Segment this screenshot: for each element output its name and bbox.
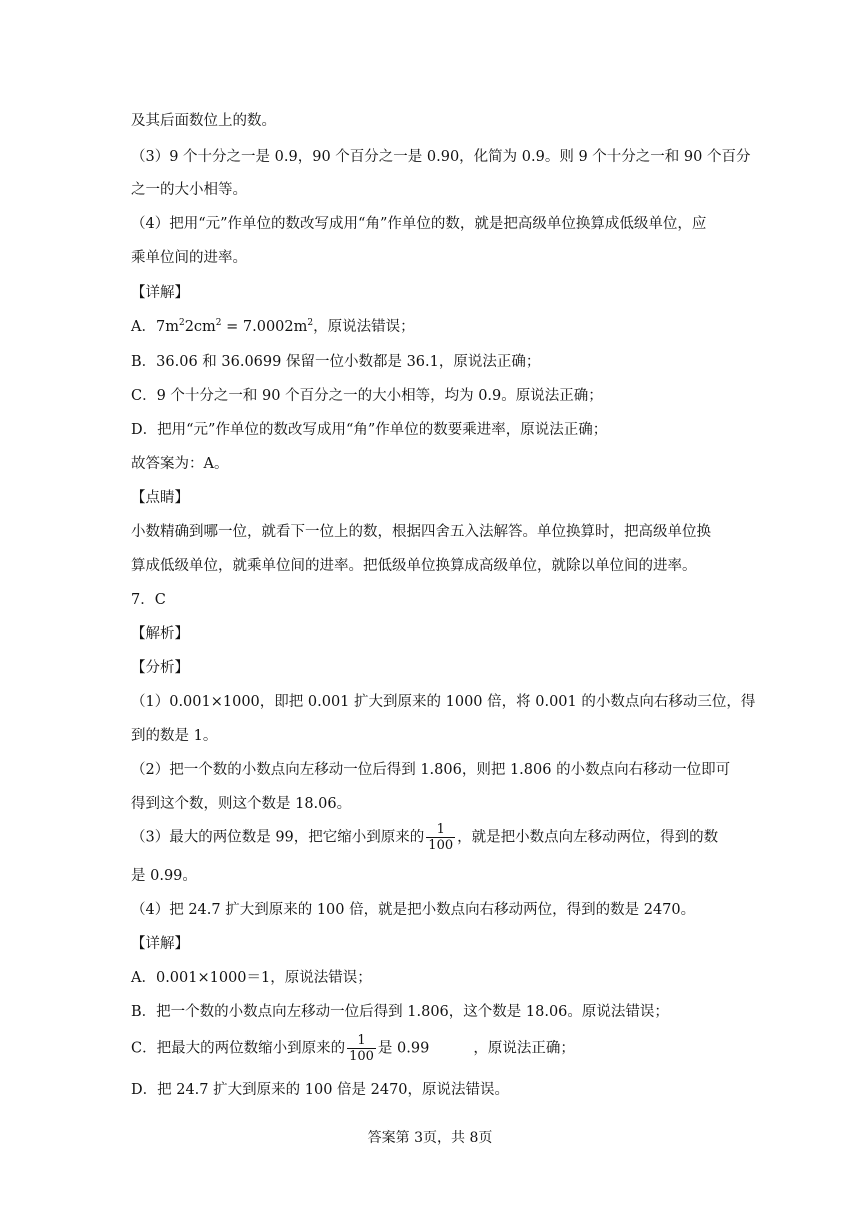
text-line: （4）把 24.7 扩大到原来的 100 倍，就是把小数点向右移动两位，得到的数是 2470。 (131, 902, 696, 918)
fraction-denominator: 100 (428, 838, 454, 853)
text: ，就是把小数点向左移动两位，得到的数 (457, 829, 719, 846)
text-line: 得到这个数，则这个数是 18.06。 (131, 796, 352, 812)
text-line: （1）0.001×1000，即把 0.001 扩大到原来的 1000 倍，将 0.001 的小数点向右移动三位，得 (131, 694, 756, 710)
text-line: B．36.06 和 36.0699 保留一位小数都是 36.1，原说法正确； (131, 354, 541, 370)
section-heading: 【详解】 (131, 285, 189, 301)
text-line: （3）9 个十分之一是 0.9，90 个百分之一是 0.90，化简为 0.9。则 9 个十分之一和 90 个百分 (131, 149, 751, 165)
text-line: C．9 个十分之一和 90 个百分之一的大小相等，均为 0.9。原说法正确； (131, 388, 603, 404)
fraction-denominator: 100 (349, 1049, 374, 1064)
page-footer: 答案第 3页，共 8页 (367, 1130, 493, 1146)
text-line: D．把用“元”作单位的数改写成用“角”作单位的数要乘进率，原说法正确； (131, 422, 608, 438)
section-heading: 【点睛】 (131, 490, 189, 506)
text: ，原说法正确； (473, 1040, 575, 1057)
text: A．7m (131, 319, 179, 335)
formula-line (131, 317, 415, 337)
superscript: 2 (178, 318, 185, 328)
text-line: 及其后面数位上的数。 (131, 113, 276, 129)
text-line: （2）把一个数的小数点向左移动一位后得到 1.806，则把 1.806 的小数点向右移动一位即可 (131, 762, 731, 778)
text-line: 小数精确到哪一位，就看下一位上的数，根据四舍五入法解答。单位换算时，把高级单位换 (131, 524, 711, 540)
section-heading: 【解析】 (131, 626, 189, 642)
fraction-numerator: 1 (357, 1033, 366, 1048)
text-line: B．把一个数的小数点向左移动一位后得到 1.806，这个数是 18.06。原说法错误； (131, 1004, 669, 1020)
text-line: D．把 24.7 扩大到原来的 100 倍是 2470，原说法错误。 (131, 1082, 510, 1098)
text: 是 0.99 (377, 1040, 430, 1057)
text-line: 之一的大小相等。 (131, 182, 247, 198)
text: 2cm (184, 319, 216, 335)
answer-number: 7．C (131, 592, 166, 608)
text: = 7.0002m (221, 319, 308, 335)
text-line: 故答案为：A。 (131, 456, 229, 472)
fraction-numerator: 1 (436, 822, 445, 837)
superscript: 2 (215, 318, 222, 328)
text-line: 是 0.99。 (131, 868, 197, 884)
text: C．把最大的两位数缩小到原来的 (131, 1040, 346, 1057)
section-heading: 【详解】 (131, 936, 189, 952)
text-line: A．0.001×1000＝1，原说法错误； (131, 970, 372, 986)
text-line: 乘单位间的进率。 (131, 250, 247, 266)
section-heading: 【分析】 (131, 660, 189, 676)
fraction (426, 822, 455, 853)
text-line: （4）把用“元”作单位的数改写成用“角”作单位的数，就是把高级单位换算成低级单位，应 (131, 216, 707, 232)
text-line: 算成低级单位，就乘单位间的进率。把低级单位换算成高级单位，就除以单位间的进率。 (131, 558, 697, 574)
text: （3）最大的两位数是 99，把它缩小到原来的 (131, 829, 425, 846)
text-line: 到的数是 1。 (131, 728, 218, 744)
text: ，原说法错误； (313, 319, 415, 335)
fraction-line (131, 1033, 575, 1064)
fraction-line (131, 822, 718, 853)
superscript: 2 (307, 318, 314, 328)
fraction (347, 1033, 376, 1064)
